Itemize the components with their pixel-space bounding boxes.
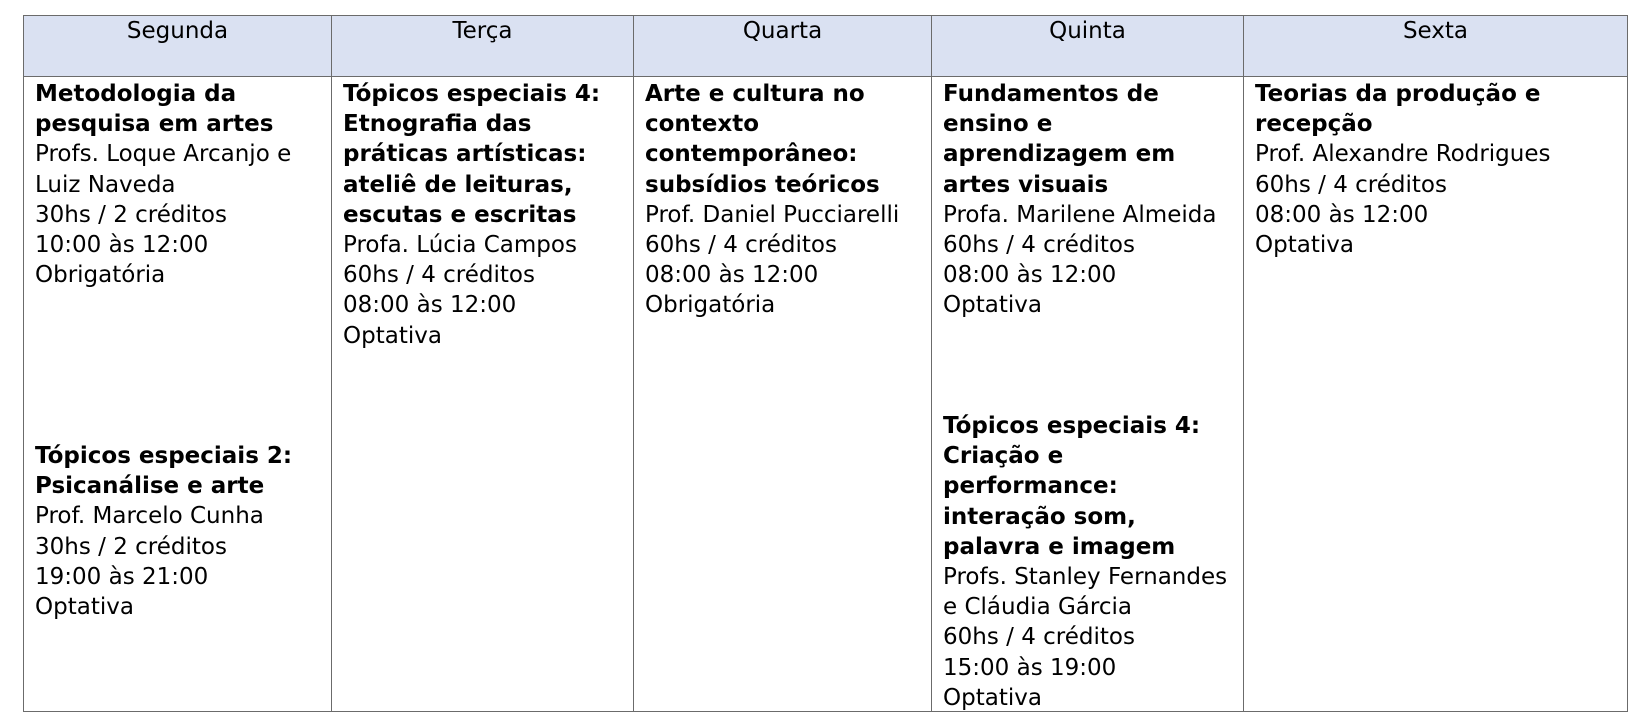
course-title: Teorias da produção e recepção [1255, 81, 1541, 138]
course-type: Optativa [1255, 232, 1354, 259]
course-time: 08:00 às 12:00 [943, 262, 1117, 289]
course-block [943, 79, 1239, 321]
course-block [343, 79, 629, 351]
course-load: 60hs / 4 créditos [1255, 171, 1447, 198]
course-block [35, 79, 327, 290]
cell-quinta [932, 77, 1244, 712]
course-professor: Profs. Loque Arcanjo e Luiz Naveda [35, 141, 292, 198]
body-row [24, 77, 1628, 712]
course-time: 08:00 às 12:00 [645, 262, 819, 289]
schedule-table [23, 15, 1628, 712]
course-type: Optativa [943, 292, 1042, 319]
course-block [943, 411, 1239, 713]
course-type: Obrigatória [35, 262, 166, 289]
course-load: 30hs / 2 créditos [35, 201, 227, 228]
header-quarta: Quarta [634, 16, 932, 77]
course-professor: Profa. Lúcia Campos [343, 232, 577, 259]
course-time: 08:00 às 12:00 [343, 292, 517, 319]
course-load: 60hs / 4 créditos [343, 262, 535, 289]
course-title: Fundamentos de ensino e aprendizagem em artes visuais [943, 81, 1176, 198]
course-block [1255, 79, 1623, 260]
header-quinta: Quinta [932, 16, 1244, 77]
course-time: 19:00 às 21:00 [35, 563, 209, 590]
course-type: Obrigatória [645, 292, 776, 319]
course-title: Tópicos especiais 2: Psicanálise e arte [35, 443, 293, 500]
course-title: Tópicos especiais 4: Etnografia das práticas artísticas: ateliê de leituras, escutas e escritas [343, 81, 601, 228]
course-load: 60hs / 4 créditos [943, 232, 1135, 259]
cell-segunda [24, 77, 332, 712]
course-load: 30hs / 2 créditos [35, 533, 227, 560]
header-sexta: Sexta [1244, 16, 1628, 77]
course-block [645, 79, 927, 321]
header-row [24, 16, 1628, 77]
cell-sexta [1244, 77, 1628, 712]
cell-quarta [634, 77, 932, 712]
course-time: 10:00 às 12:00 [35, 232, 209, 259]
course-title: Arte e cultura no contexto contemporâneo: subsídios teóricos [645, 81, 880, 198]
course-professor: Prof. Marcelo Cunha [35, 503, 264, 530]
course-type: Optativa [343, 322, 442, 349]
course-time: 15:00 às 19:00 [943, 654, 1117, 681]
course-block [35, 441, 327, 622]
course-professor: Profs. Stanley Fernandes e Cláudia Gárcia [943, 564, 1228, 621]
course-professor: Prof. Alexandre Rodrigues [1255, 141, 1551, 168]
course-load: 60hs / 4 créditos [943, 624, 1135, 651]
cell-terca [332, 77, 634, 712]
header-segunda: Segunda [24, 16, 332, 77]
course-type: Optativa [35, 594, 134, 621]
header-terca: Terça [332, 16, 634, 77]
course-time: 08:00 às 12:00 [1255, 201, 1429, 228]
course-title: Tópicos especiais 4: Criação e performance: interação som, palavra e imagem [943, 413, 1201, 560]
course-type: Optativa [943, 684, 1042, 711]
course-professor: Profa. Marilene Almeida [943, 201, 1217, 228]
course-title: Metodologia da pesquisa em artes [35, 81, 274, 138]
course-load: 60hs / 4 créditos [645, 232, 837, 259]
course-professor: Prof. Daniel Pucciarelli [645, 201, 900, 228]
